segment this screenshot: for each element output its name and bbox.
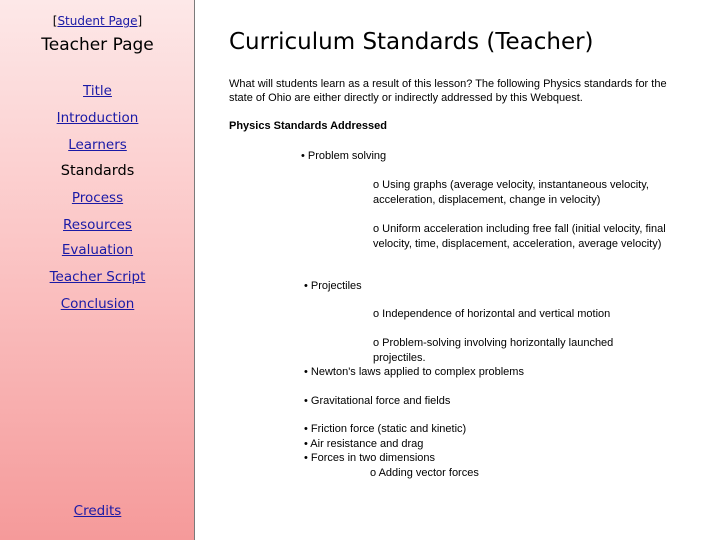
nav-item-resources[interactable]: Resources — [63, 217, 132, 233]
section-heading: Physics Standards Addressed — [229, 120, 387, 132]
nav-item-credits[interactable]: Credits — [73, 503, 122, 519]
page-title: Curriculum Standards (Teacher) — [229, 29, 594, 55]
bracket-close: ] — [137, 14, 143, 28]
list-item-gravitational: • Gravitational force and fields — [304, 395, 451, 407]
sidebar-title: Teacher Page — [41, 35, 154, 55]
nav-item-standards-current: Standards — [60, 163, 135, 179]
list-item-air-resistance: • Air resistance and drag — [304, 438, 424, 450]
student-page-link-row — [0, 14, 195, 28]
nav-item-title[interactable]: Title — [83, 83, 112, 99]
nav-item-teacher-script[interactable]: Teacher Script — [49, 269, 146, 285]
list-item-projectiles: • Projectiles — [304, 280, 362, 292]
list-item-friction: • Friction force (static and kinetic) — [304, 423, 467, 435]
list-item-vector-forces: o Adding vector forces — [370, 467, 479, 479]
list-item-two-dimensions: • Forces in two dimensions — [304, 452, 436, 464]
list-item-uniform-acceleration: o Uniform acceleration including free fall (initial velocity, final velocity, time, displacement, acceleration, average velocity) — [373, 223, 666, 250]
nav-item-process[interactable]: Process — [71, 190, 124, 206]
intro-paragraph: What will students learn as a result of this lesson? The following Physics standards for the state of Ohio are either directly or indirectly addressed by this Webquest. — [229, 78, 667, 104]
nav-item-conclusion[interactable]: Conclusion — [60, 296, 135, 312]
list-item-newton: • Newton's laws applied to complex problems — [304, 366, 524, 378]
nav-item-evaluation[interactable]: Evaluation — [61, 242, 134, 258]
list-item-independence: o Independence of horizontal and vertical motion — [373, 308, 611, 320]
sidebar-nav — [0, 0, 195, 540]
nav-item-learners[interactable]: Learners — [68, 137, 127, 153]
student-page-link[interactable]: Student Page — [57, 14, 138, 28]
list-item-problem-solving: • Problem solving — [301, 150, 387, 162]
list-item-graphs: o Using graphs (average velocity, instantaneous velocity, acceleration, displacement, change in velocity) — [373, 179, 649, 206]
bracket-open: [ — [52, 14, 58, 28]
list-item-launched-projectiles: o Problem-solving involving horizontally launched projectiles. — [373, 337, 614, 364]
nav-item-introduction[interactable]: Introduction — [56, 110, 139, 126]
